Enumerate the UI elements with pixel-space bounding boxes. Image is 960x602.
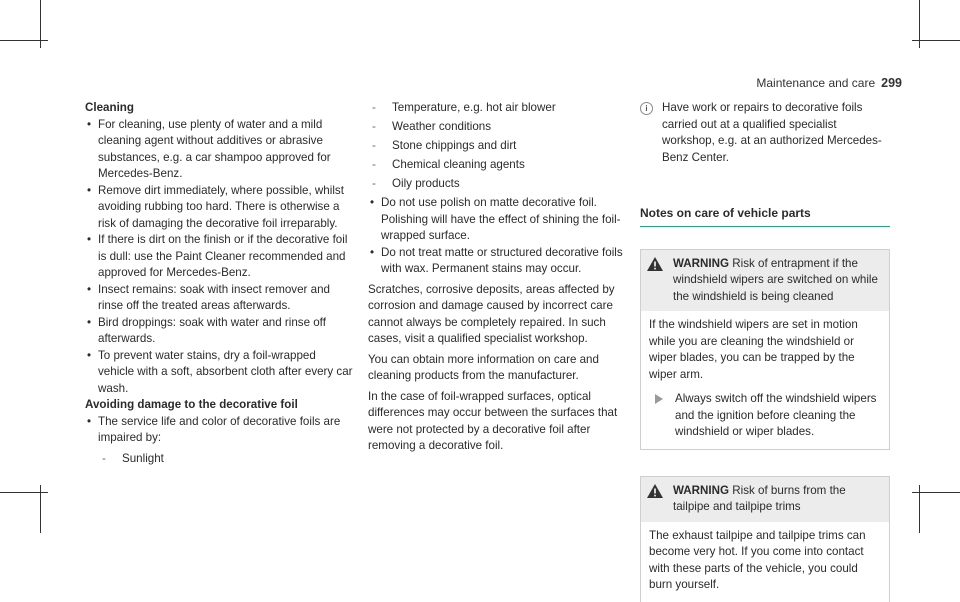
warning-title-text: Risk of burns from the tailpipe and tailpipe trims <box>673 483 846 513</box>
column-1 <box>85 100 353 469</box>
warning-text: If the windshield wipers are set in motion while you are cleaning the windshield or wiper blades, you can be trapped by the wiper arm. <box>649 318 858 381</box>
list-item: • To prevent water stains, dry a foil-wrapped vehicle with a soft, absorbent cloth after every car wash. <box>85 348 353 398</box>
crop-mark <box>0 492 48 493</box>
warning-label: WARNING <box>673 483 730 497</box>
impair-list <box>98 451 353 468</box>
page-header <box>756 76 902 90</box>
list-item: • Do not use polish on matte decorative foil. Polishing will have the effect of shining the foil-wrapped surface. <box>368 195 630 245</box>
list-item: • The service life and color of decorative foils are impaired by: <box>85 414 353 447</box>
paragraph: Scratches, corrosive deposits, areas affected by corrosion and damage caused by incorrect care cannot always be completely repaired. In such cases, visit a qualified specialist workshop. <box>368 282 615 345</box>
impair-list-continued <box>368 100 630 193</box>
warning-triangle-icon <box>647 257 663 271</box>
warning-text: The exhaust tailpipe and tailpipe trims can become very hot. If you come into contact with these parts of the vehicle, you could burn yourself. <box>649 528 866 591</box>
section-title: Notes on care of vehicle parts <box>640 205 890 227</box>
list-item: • Remove dirt immediately, where possible, whilst avoiding rubbing too hard. There is otherwise a risk of damaging the decorative foil irreparably. <box>85 183 353 233</box>
step-text: Always switch off the windshield wipers and the ignition before cleaning the windshield or wiper blades. <box>675 392 877 438</box>
dash-item: - Oily products <box>368 176 630 193</box>
page-number: 299 <box>881 76 902 90</box>
warning-label: WARNING <box>673 256 730 270</box>
warning-title <box>673 256 881 306</box>
cleaning-heading: Cleaning <box>85 101 134 114</box>
warning-title-text: Risk of entrapment if the windshield wipers are switched on while the windshield is being cleaned <box>673 256 878 303</box>
warning-step <box>649 391 881 441</box>
column-2 <box>368 100 630 455</box>
cleaning-list <box>85 117 353 398</box>
dash-item: - Weather conditions <box>368 119 630 136</box>
note-text: Have work or repairs to decorative foils carried out at a qualified specialist workshop, e.g. at an authorized Mercedes-Benz Center. <box>662 101 882 164</box>
warning-body <box>641 522 889 602</box>
warning-header <box>641 250 889 312</box>
action-arrow-icon <box>655 394 663 404</box>
list-item: • For cleaning, use plenty of water and a mild cleaning agent without additives or abrasive substances, e.g. a car shampoo approved for Mercedes-Benz. <box>85 117 353 183</box>
warning-box <box>640 249 890 450</box>
dash-item: - Chemical cleaning agents <box>368 157 630 174</box>
warning-header <box>641 477 889 522</box>
info-icon: i <box>640 102 653 115</box>
section-name: Maintenance and care <box>756 76 876 90</box>
avoiding-damage-heading: Avoiding damage to the decorative foil <box>85 398 298 411</box>
warning-triangle-icon <box>647 484 663 498</box>
damage-list <box>85 414 353 447</box>
warning-body <box>641 311 889 449</box>
dash-item: - Stone chippings and dirt <box>368 138 630 155</box>
warning-title <box>673 483 881 516</box>
list-item: • Insect remains: soak with insect remover and rinse off the treated areas afterwards. <box>85 282 353 315</box>
paragraph: In the case of foil-wrapped surfaces, optical differences may occur between the surfaces that were not protected by a decorative foil after removing a decorative foil. <box>368 389 618 452</box>
crop-mark <box>912 40 960 41</box>
dash-item: - Sunlight <box>98 451 353 468</box>
crop-mark <box>0 40 48 41</box>
info-note <box>640 100 890 166</box>
list-item: • Do not treat matte or structured decorative foils with wax. Permanent stains may occur. <box>368 245 630 278</box>
crop-mark <box>912 492 960 493</box>
dash-item: - Temperature, e.g. hot air blower <box>368 100 630 117</box>
list-item: • If there is dirt on the finish or if the decorative foil is dull: use the Paint Cleaner recommended and approved for Mercedes-Benz. <box>85 232 353 282</box>
warning-box <box>640 476 890 602</box>
column-3 <box>640 100 890 602</box>
foil-care-list <box>368 195 630 278</box>
list-item: • Bird droppings: soak with water and rinse off afterwards. <box>85 315 353 348</box>
paragraph: You can obtain more information on care and cleaning products from the manufacturer. <box>368 352 599 382</box>
